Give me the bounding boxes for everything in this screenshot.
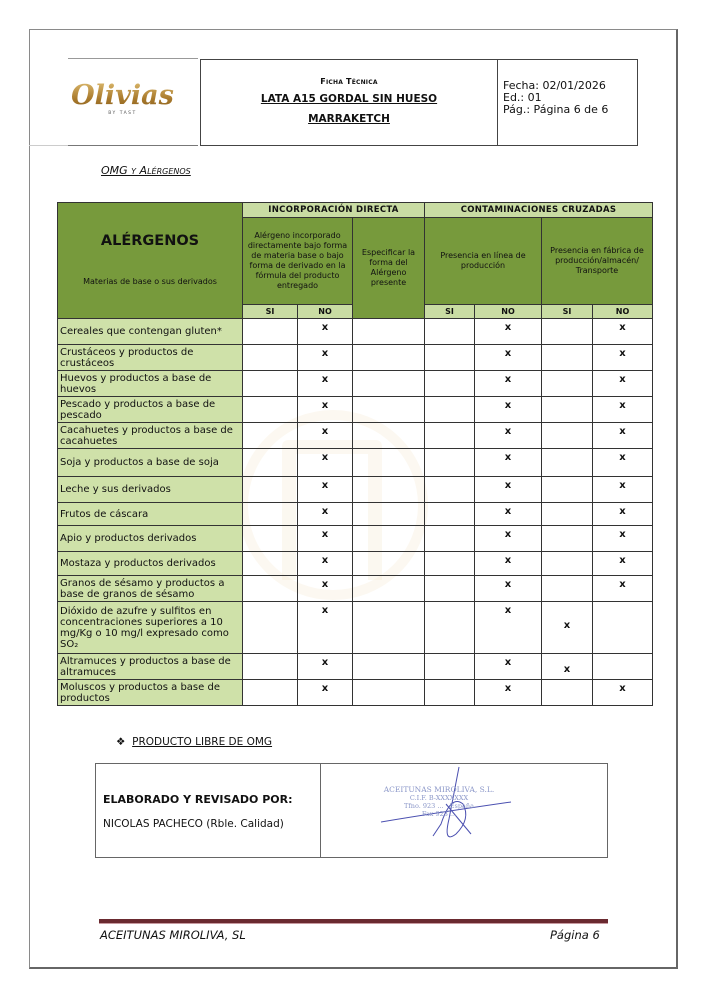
col-direct-si: SI	[243, 305, 298, 319]
cell-direct-si	[243, 319, 298, 345]
mark-x: x	[504, 426, 512, 437]
logo-subtext: BY TAST	[108, 111, 137, 116]
allergen-row	[58, 552, 653, 576]
cell-direct-no	[298, 503, 353, 526]
allergen-row	[58, 503, 653, 526]
cell-factory-si	[542, 526, 593, 552]
mark-x: x	[321, 452, 329, 463]
cell-specify	[353, 449, 425, 477]
cell-specify	[353, 345, 425, 371]
footer-company: ACEITUNAS MIROLIVA, SL	[100, 928, 246, 942]
col-specify: Especificar la forma del Alérgeno presente	[353, 218, 425, 319]
allergen-label: Soja y productos a base de soja	[58, 449, 243, 477]
cell-line-no	[475, 602, 542, 654]
mark-x: x	[321, 348, 329, 359]
gmo-free-note	[116, 736, 272, 748]
mark-x: x	[504, 529, 512, 540]
cell-line-si	[425, 345, 475, 371]
allergens-header-title: ALÉRGENOS	[100, 233, 200, 249]
cell-factory-no	[593, 503, 653, 526]
cell-line-si	[425, 654, 475, 680]
col-line-no: NO	[475, 305, 542, 319]
cell-specify	[353, 552, 425, 576]
cell-line-si	[425, 552, 475, 576]
cell-line-no	[475, 503, 542, 526]
mark-x: x	[321, 400, 329, 411]
header-rule-top	[68, 58, 198, 59]
allergen-label: Moluscos y productos a base de productos	[58, 680, 243, 706]
cell-specify	[353, 397, 425, 423]
signature-stamp-area	[321, 764, 607, 857]
cell-direct-si	[243, 602, 298, 654]
mark-x: x	[321, 579, 329, 590]
mark-x: x	[563, 620, 571, 631]
header-date: Fecha: 02/01/2026	[503, 79, 606, 92]
mark-x: x	[619, 322, 626, 333]
cell-direct-no	[298, 371, 353, 397]
group-direct-header: INCORPORACIÓN DIRECTA	[243, 203, 425, 218]
allergen-label: Apio y productos derivados	[58, 526, 243, 552]
cell-factory-si	[542, 397, 593, 423]
cell-direct-no	[298, 680, 353, 706]
col-line-si: SI	[425, 305, 475, 319]
cell-direct-no	[298, 423, 353, 449]
mark-x: x	[321, 322, 329, 333]
col-line-presence: Presencia en línea de producción	[425, 218, 542, 305]
mark-x: x	[504, 452, 512, 463]
mark-x: x	[619, 400, 626, 411]
cell-factory-no	[593, 345, 653, 371]
allergen-label: Cereales que contengan gluten*	[58, 319, 243, 345]
cell-direct-no	[298, 552, 353, 576]
cell-line-no	[475, 371, 542, 397]
allergen-label: Pescado y productos a base de pescado	[58, 397, 243, 423]
mark-x: x	[619, 506, 626, 517]
cell-specify	[353, 602, 425, 654]
col-direct-desc: Alérgeno incorporado directamente bajo forma de materia base o bajo forma de derivado en la fórmula del producto entregado	[243, 218, 353, 305]
allergen-row	[58, 526, 653, 552]
mark-x: x	[563, 664, 571, 675]
col-direct-no: NO	[298, 305, 353, 319]
cell-direct-si	[243, 371, 298, 397]
stamp-line: C.I.F. B-XXXXXXX	[409, 794, 469, 802]
cell-line-no	[475, 680, 542, 706]
allergen-label: Altramuces y productos a base de altramuces	[58, 654, 243, 680]
col-factory-si: SI	[542, 305, 593, 319]
mark-x: x	[619, 452, 626, 463]
mark-x: x	[504, 506, 512, 517]
stamp-line: ACEITUNAS MIROLIVA, S.L.	[383, 785, 495, 794]
cell-direct-no	[298, 449, 353, 477]
mark-x: x	[321, 529, 329, 540]
footer-page-number: Página 6	[550, 928, 600, 942]
cell-specify	[353, 654, 425, 680]
allergen-row	[58, 576, 653, 602]
mark-x: x	[619, 348, 626, 359]
cell-line-no	[475, 345, 542, 371]
cell-factory-no	[593, 552, 653, 576]
cell-line-no	[475, 319, 542, 345]
cell-specify	[353, 576, 425, 602]
cell-direct-si	[243, 449, 298, 477]
cell-factory-si	[542, 477, 593, 503]
signature-name: NICOLAS PACHECO (Rble. Calidad)	[103, 818, 284, 830]
cell-line-no	[475, 477, 542, 503]
cell-factory-no	[593, 526, 653, 552]
signature-info	[96, 764, 321, 857]
cell-direct-si	[243, 397, 298, 423]
cell-line-si	[425, 680, 475, 706]
mark-x: x	[321, 555, 329, 566]
logo-wordmark: Olivias	[60, 82, 185, 110]
product-subtitle: MARRAKETCH	[308, 113, 390, 125]
cell-direct-si	[243, 680, 298, 706]
cell-factory-no	[593, 654, 653, 680]
cell-factory-si	[542, 576, 593, 602]
header-rule-left	[29, 145, 69, 146]
mark-x: x	[321, 374, 329, 385]
cell-factory-si	[542, 371, 593, 397]
mark-x: x	[504, 348, 512, 359]
col-factory-presence: Presencia en fábrica de producción/almacén/ Transporte	[542, 218, 653, 305]
cell-direct-no	[298, 576, 353, 602]
cell-factory-si	[542, 552, 593, 576]
cell-direct-no	[298, 345, 353, 371]
stamp-line: Tfno. 923 ... · España	[404, 802, 474, 810]
cell-direct-no	[298, 319, 353, 345]
stamp-line: Fax 923 ...	[421, 810, 457, 818]
allergen-label: Mostaza y productos derivados	[58, 552, 243, 576]
header-title-block	[201, 60, 498, 145]
mark-x: x	[619, 529, 626, 540]
mark-x: x	[619, 579, 626, 590]
mark-x: x	[321, 605, 329, 616]
cell-line-no	[475, 654, 542, 680]
cell-factory-no	[593, 477, 653, 503]
allergens-header-subtitle: Materias de base o sus derivados	[83, 277, 217, 286]
cell-specify	[353, 371, 425, 397]
cell-line-si	[425, 449, 475, 477]
mark-x: x	[504, 555, 512, 566]
cell-direct-si	[243, 552, 298, 576]
mark-x: x	[619, 555, 626, 566]
header-edition: Ed.: 01	[503, 91, 542, 104]
cell-factory-no	[593, 576, 653, 602]
footer-rule	[99, 919, 608, 924]
cell-specify	[353, 423, 425, 449]
cell-factory-si	[542, 602, 593, 654]
cell-specify	[353, 680, 425, 706]
gmo-free-text: PRODUCTO LIBRE DE OMG	[132, 736, 273, 748]
header-rule-bottom	[68, 145, 198, 146]
col-factory-no: NO	[593, 305, 653, 319]
cell-specify	[353, 526, 425, 552]
cell-line-si	[425, 371, 475, 397]
mark-x: x	[504, 605, 512, 616]
cell-direct-no	[298, 397, 353, 423]
allergen-row	[58, 654, 653, 680]
mark-x: x	[321, 506, 329, 517]
cell-factory-no	[593, 397, 653, 423]
cell-factory-si	[542, 654, 593, 680]
header-meta	[498, 60, 637, 145]
cell-line-si	[425, 576, 475, 602]
document-header	[200, 59, 638, 146]
allergen-table	[57, 202, 653, 706]
signature-box	[95, 763, 608, 858]
allergen-label: Crustáceos y productos de crustáceos	[58, 345, 243, 371]
allergen-row	[58, 449, 653, 477]
cell-factory-si	[542, 449, 593, 477]
cell-line-no	[475, 423, 542, 449]
cell-factory-no	[593, 680, 653, 706]
cell-factory-no	[593, 423, 653, 449]
cell-factory-no	[593, 319, 653, 345]
cell-direct-si	[243, 477, 298, 503]
mark-x: x	[504, 683, 512, 694]
allergen-row	[58, 397, 653, 423]
company-stamp	[379, 786, 499, 818]
allergen-label: Huevos y productos a base de huevos	[58, 371, 243, 397]
mark-x: x	[619, 374, 626, 385]
cell-line-si	[425, 397, 475, 423]
cell-line-no	[475, 576, 542, 602]
cell-direct-si	[243, 503, 298, 526]
allergen-row	[58, 602, 653, 654]
allergen-row	[58, 477, 653, 503]
cell-direct-si	[243, 345, 298, 371]
mark-x: x	[321, 426, 329, 437]
cell-direct-no	[298, 654, 353, 680]
allergen-table-body	[58, 319, 653, 706]
cell-factory-si	[542, 423, 593, 449]
mark-x: x	[504, 657, 512, 668]
cell-line-no	[475, 552, 542, 576]
bullet-icon: ❖	[116, 736, 126, 748]
cell-direct-no	[298, 477, 353, 503]
allergen-label: Frutos de cáscara	[58, 503, 243, 526]
mark-x: x	[619, 683, 626, 694]
cell-line-si	[425, 526, 475, 552]
cell-line-si	[425, 477, 475, 503]
cell-direct-no	[298, 602, 353, 654]
cell-line-si	[425, 503, 475, 526]
cell-line-no	[475, 449, 542, 477]
cell-specify	[353, 319, 425, 345]
allergen-row	[58, 423, 653, 449]
cell-line-si	[425, 602, 475, 654]
mark-x: x	[504, 374, 512, 385]
header-kicker: Ficha Técnica	[320, 77, 378, 86]
allergen-row	[58, 371, 653, 397]
mark-x: x	[504, 322, 512, 333]
cell-factory-si	[542, 503, 593, 526]
cell-direct-no	[298, 526, 353, 552]
signature-title: ELABORADO Y REVISADO POR:	[103, 793, 293, 806]
allergen-label: Dióxido de azufre y sulfitos en concentraciones superiores a 10 mg/Kg o 10 mg/l expresado como SO₂	[58, 602, 243, 654]
mark-x: x	[504, 480, 512, 491]
allergen-row	[58, 319, 653, 345]
product-title: LATA A15 GORDAL SIN HUESO	[260, 93, 438, 105]
allergen-row	[58, 345, 653, 371]
mark-x: x	[504, 579, 512, 590]
mark-x: x	[619, 480, 626, 491]
mark-x: x	[321, 683, 329, 694]
cell-factory-no	[593, 371, 653, 397]
section-title: OMG y Alérgenos	[101, 164, 191, 177]
cell-line-no	[475, 526, 542, 552]
cell-direct-si	[243, 526, 298, 552]
cell-specify	[353, 503, 425, 526]
cell-factory-si	[542, 680, 593, 706]
cell-line-si	[425, 423, 475, 449]
cell-line-no	[475, 397, 542, 423]
cell-factory-si	[542, 319, 593, 345]
allergen-label: Cacahuetes y productos a base de cacahuetes	[58, 423, 243, 449]
allergen-label: Leche y sus derivados	[58, 477, 243, 503]
cell-factory-si	[542, 345, 593, 371]
cell-factory-no	[593, 602, 653, 654]
mark-x: x	[321, 480, 329, 491]
group-cross-header: CONTAMINACIONES CRUZADAS	[425, 203, 653, 218]
cell-direct-si	[243, 576, 298, 602]
cell-line-si	[425, 319, 475, 345]
allergen-label: Granos de sésamo y productos a base de granos de sésamo	[58, 576, 243, 602]
cell-direct-si	[243, 423, 298, 449]
cell-factory-no	[593, 449, 653, 477]
mark-x: x	[619, 426, 626, 437]
header-page: Pág.: Página 6 de 6	[503, 103, 609, 116]
brand-logo	[60, 82, 185, 116]
cell-direct-si	[243, 654, 298, 680]
allergens-header	[58, 203, 243, 319]
mark-x: x	[504, 400, 512, 411]
cell-specify	[353, 477, 425, 503]
mark-x: x	[321, 657, 329, 668]
allergen-row	[58, 680, 653, 706]
